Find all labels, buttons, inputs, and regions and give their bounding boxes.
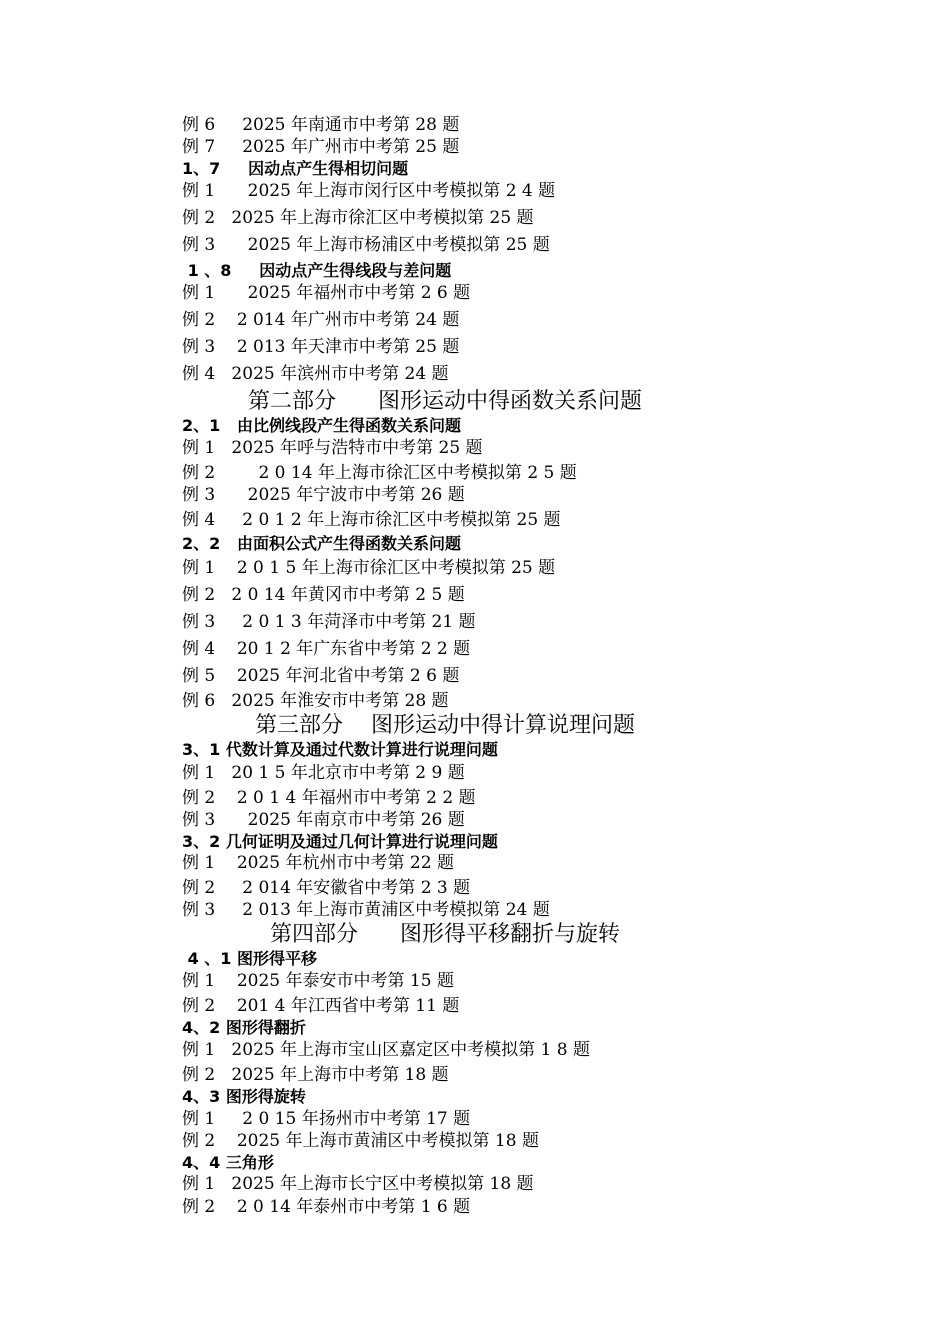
example-line: 例 2 2025 年上海市黄浦区中考模拟第 18 题 [182,1131,539,1151]
example-line: 例 1 2025 年福州市中考第 2 6 题 [182,283,471,303]
example-line: 例 3 2025 年宁波市中考第 26 题 [182,485,465,505]
example-line: 例 3 2 013 年天津市中考第 25 题 [182,337,460,357]
section-heading: 4、3 图形得旋转 [182,1087,306,1106]
section-heading: 1、7 因动点产生得相切问题 [182,159,409,178]
section-heading: 2、2 由面积公式产生得函数关系问题 [182,534,461,553]
example-line: 例 1 2 0 1 5 年上海市徐汇区中考模拟第 25 题 [182,558,556,578]
example-line: 例 3 2025 年上海市杨浦区中考模拟第 25 题 [182,235,550,255]
example-line: 例 2 2025 年上海市徐汇区中考模拟第 25 题 [182,208,534,228]
section-heading: 4、4 三角形 [182,1153,274,1172]
part-heading: 第三部分 图形运动中得计算说理问题 [255,713,635,738]
example-line: 例 1 20 1 5 年北京市中考第 2 9 题 [182,763,465,783]
example-line: 例 5 2025 年河北省中考第 2 6 题 [182,666,460,686]
example-line: 例 1 2025 年杭州市中考第 22 题 [182,853,454,873]
example-line: 例 6 2025 年南通市中考第 28 题 [182,115,460,135]
example-line: 例 1 2025 年泰安市中考第 15 题 [182,971,454,991]
part-heading: 第四部分 图形得平移翻折与旋转 [270,922,620,947]
section-heading: 3、1 代数计算及通过代数计算进行说理问题 [182,740,498,759]
example-line: 例 4 2025 年滨州市中考第 24 题 [182,364,449,384]
example-line: 例 2 2 0 14 年泰州市中考第 1 6 题 [182,1197,471,1217]
example-line: 例 1 2025 年上海市闵行区中考模拟第 2 4 题 [182,181,556,201]
example-line: 例 1 2025 年呼与浩特市中考第 25 题 [182,438,483,458]
example-line: 例 3 2025 年南京市中考第 26 题 [182,810,465,830]
example-line: 例 1 2025 年上海市长宁区中考模拟第 18 题 [182,1174,534,1194]
example-line: 例 6 2025 年淮安市中考第 28 题 [182,691,449,711]
section-heading: 2、1 由比例线段产生得函数关系问题 [182,416,461,435]
example-line: 例 4 2 0 1 2 年上海市徐汇区中考模拟第 25 题 [182,510,561,530]
example-line: 例 2 2 0 14 年上海市徐汇区中考模拟第 2 5 题 [182,463,577,483]
example-line: 例 1 2 0 15 年扬州市中考第 17 题 [182,1109,471,1129]
part-heading: 第二部分 图形运动中得函数关系问题 [248,389,642,414]
example-line: 例 7 2025 年广州市中考第 25 题 [182,137,460,157]
section-heading: 1 、8 因动点产生得线段与差问题 [182,261,452,280]
example-line: 例 2 2 014 年广州市中考第 24 题 [182,310,460,330]
example-line: 例 2 2 014 年安徽省中考第 2 3 题 [182,878,471,898]
section-heading: 4、2 图形得翻折 [182,1018,306,1037]
example-line: 例 2 2 0 1 4 年福州市中考第 2 2 题 [182,788,476,808]
section-heading: 3、2 几何证明及通过几何计算进行说理问题 [182,832,498,851]
example-line: 例 2 2025 年上海市中考第 18 题 [182,1065,449,1085]
example-line: 例 2 201 4 年江西省中考第 11 题 [182,996,460,1016]
section-heading: 4 、1 图形得平移 [182,949,317,968]
example-line: 例 3 2 013 年上海市黄浦区中考模拟第 24 题 [182,900,550,920]
example-line: 例 2 2 0 14 年黄冈市中考第 2 5 题 [182,585,465,605]
example-line: 例 4 20 1 2 年广东省中考第 2 2 题 [182,639,471,659]
example-line: 例 3 2 0 1 3 年菏泽市中考第 21 题 [182,612,476,632]
example-line: 例 1 2025 年上海市宝山区嘉定区中考模拟第 1 8 题 [182,1040,590,1060]
